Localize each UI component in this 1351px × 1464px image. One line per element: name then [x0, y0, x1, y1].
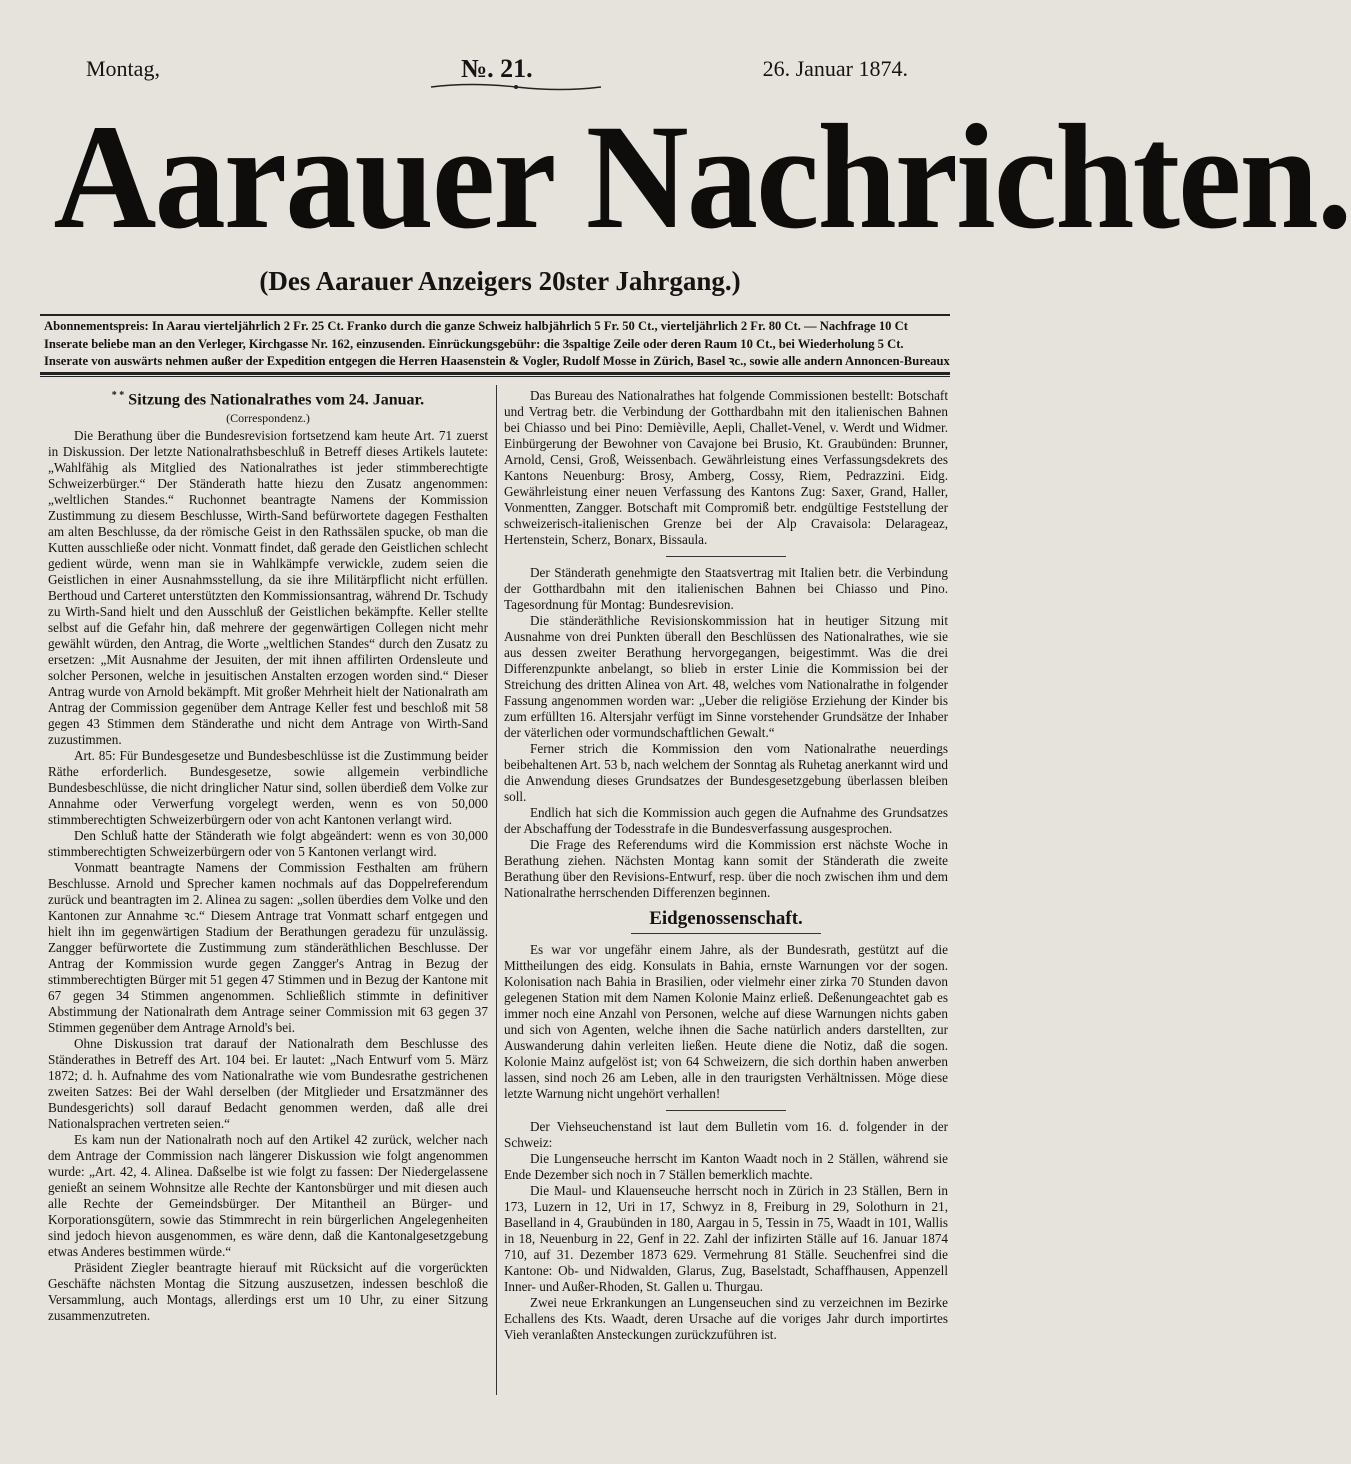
article-heading-text: Sitzung des Nationalrathes vom 24. Januar. — [128, 391, 425, 409]
paragraph: Den Schluß hatte der Ständerath wie folgt abgeändert: wenn es von 30,000 stimmberechtigten Schweizerbürgern oder von 5 Kantonen verlangt wird. — [48, 828, 488, 860]
right-column — [504, 388, 948, 1343]
article-subheading: (Correspondenz.) — [226, 411, 310, 426]
column-divider — [496, 385, 497, 1395]
paragraph: Vonmatt beantragte Namens der Commission Festhalten am frühern Beschlusse. Arnold und Sprecher kamen nochmals auf das Doppelreferendum zurück und beantragten im 2. Alinea zu sagen: „sollen überdies dem Volke und den Kantonen zur Annahme ꝛc.“ Diesem Antrage trat Vonmatt scharf entgegen und hielt ihn im gegenwärtigen Stadium der Berathungen geradezu für unzulässig. Zangger befürwortete die Zustimmung zum ständeräthlichen Beschlusse. Der Antrag der Kommission wurde gegen Zangger's Antrag in Bezug der stimmberechtigten Bürger mit 51 gegen 47 Stimmen und in Bezug der Kantone mit 67 gegen 34 Stimmen angenommen. Schließlich stimmte in definitiver Abstimmung der Nationalrath dem Antrage seiner Commission mit 63 gegen 37 Stimmen gegenüber dem Antrage Arnold's bei. — [48, 860, 488, 1036]
masthead-subtitle: (Des Aarauer Anzeigers 20ster Jahrgang.) — [259, 266, 741, 296]
paragraph: Die Frage des Referendums wird die Kommission erst nächste Woche in Berathung ziehen. Nächsten Montag kann somit der Ständerath die zweite Berathung über den Revisions-Entwurf, resp. über die noch zwischen ihm und dem Nationalrathe herrschenden Differenzen beginnen. — [504, 837, 948, 900]
top-rule — [40, 314, 950, 316]
paragraph: Die Berathung über die Bundesrevision fortsetzend kam heute Art. 71 zuerst in Diskussion. Der letzte Nationalrathsbeschluß in Betreff dieses Artikels lautete: „Wahlfähig als Mitglied des Nationalrathes ist jeder stimmberechtigte Schweizerbürger.“ Der Ständerath hatte hiezu den Zusatz angenommen: „weltlichen Standes.“ Ruchonnet beantragte Namens der Kommission Zustimmung zu diesem Beschlusse, Wirth-Sand befürwortete dagegen Festhalten am alten Beschlusse, da der römische Geist in den Rathssälen spucke, ob man die Kutten ausschließe oder nicht. Vonmatt findet, daß gerade den Geistlichen schlecht gedient würde, wenn man sie in Wahlkämpfe verwickle, zudem seien die Geistlichen in einer Ausnahmsstellung, da sie ihre Militärpflicht nicht erfüllen. Berthoud und Carteret unterstützten den Kommissionsantrag, während Dr. Tschudy zu Wirth-Sand hielt und den Ausschluß der Geistlichen bekämpfte. Keller stellte selbst auf die Gefahr hin, daß mehrere der gegenwärtigen Collegen nicht mehr gewählt würden, den Antrag, die Worte „weltlichen Standes“ durch den Zusatz zu ersetzen: „Mit Ausnahme der Jesuiten, der mit ihnen affilirten Ordensleute und solcher Personen, welche in jesuitischen Anstalten erzogen worden sind.“ Dieser Antrag wurde von Arnold bekämpft. Mit großer Mehrheit hielt der Nationalrath am Antrag der Commission gegenüber dem Antrage Keller fest und beschloß mit 58 gegen 43 Stimmen dem Ständerathe und nicht dem Antrage von Wirth-Sand zuzustimmen. — [48, 428, 488, 748]
paragraph: Es war vor ungefähr einem Jahre, als der Bundesrath, gestützt auf die Mittheilungen des eidg. Konsulats in Bahia, ernste Warnungen vor der sogen. Kolonisation nach Bahia in Brasilien, oder vielmehr einer zirka 70 Stunden davon gelegenen Station mit dem Namen Kolonie Mainz erließ. Deßenungeachtet gab es immer noch eine Anzahl von Personen, welche auf diese Warnungen nichts gaben und sich von Agenten, welche ihnen die Sache natürlich anders darstellten, zur Auswanderung dahin verleiten ließen. Heute diene die Notiz, daß die sogen. Kolonie Mainz aufgelöst ist; von 64 Schweizern, die sich dorthin haben anwerben lassen, sind noch 26 am Leben, alle in den traurigsten Verhältnissen. Möge diese letzte Warnung nicht ungehört verhallen! — [504, 942, 948, 1101]
paragraph: Endlich hat sich die Kommission auch gegen die Aufnahme des Grundsatzes der Abschaffung der Todesstrafe in die Bundesverfassung ausgesprochen. — [504, 805, 948, 836]
paragraph: Präsident Ziegler beantragte hierauf mit Rücksicht auf die vorgerückten Geschäfte nächsten Montag die Sitzung auszusetzen, indessen beschloß die Versammlung, auch Montags, allerdings erst um 10 Uhr, zu einer Sitzung zusammenzutreten. — [48, 1260, 488, 1324]
ornament-flourish-icon — [426, 82, 606, 92]
issue-number: №. 21. — [461, 54, 533, 83]
issue-date: 26. Januar 1874. — [762, 56, 908, 81]
notice-bottom-rule — [40, 372, 950, 375]
paragraph: Ohne Diskussion trat darauf der Nationalrath dem Beschlusse des Ständerathes in Betreff des Art. 104 bei. Er lautet: „Nach Entwurf vom 5. März 1872; d. h. Aufnahme des vom Nationalrathe wie vom Bundesrathe gestrichenen zweiten Satzes: Bei der Wahl derselben (der Mitglieder und Ersatzmänner des Bundesgerichts) soll darauf Bedacht genommen werden, daß alle drei Nationalsprachen vertreten seien.“ — [48, 1036, 488, 1132]
issue-day: Montag, — [86, 56, 160, 81]
notice-agencies: Inserate von auswärts nehmen außer der Expedition entgegen die Herren Haasenstein & Vogler, Rudolf Mosse in Zürich, Basel ꝛc., sowie alle andern Annoncen-Bureaux — [44, 354, 950, 368]
paragraph: Die ständeräthliche Revisionskommission hat in heutiger Sitzung mit Ausnahme von drei Punkten überall den Beschlüssen des Nationalrathes, wie sie aus dessen zweiter Berathung hervorgegangen, beigestimmt. Was die drei Differenzpunkte anbelangt, so blieb in erster Linie die Kommission bei der Streichung des dritten Alinea von Art. 48, welches vom Nationalrathe in folgender Fassung angenommen worden war: „Ueber die religiöse Erziehung der Kinder bis zum erfüllten 16. Altersjahr verfügt im Sinne vorstehender Grundsätze der Inhaber der väterlichen oder vormundschaftlichen Gewalt.“ — [504, 613, 948, 740]
masthead-title: Aarauer Nachrichten. — [53, 94, 1351, 260]
paragraph: Die Maul- und Klauenseuche herrscht noch in Zürich in 23 Ställen, Bern in 173, Luzern in 12, Uri in 17, Schwyz in 8, Freiburg in 29, Solothurn in 21, Baselland in 4, Graubünden in 180, Aargau in 5, Tessin in 75, Waadt in 101, Wallis in 18, Neuenburg in 22, Genf in 22. Zahl der infizirten Ställe auf 16. Januar 1874 710, auf 31. Dezember 1873 629. Vermehrung 81 Ställe. Seuchenfrei sind die Kantone: Ob- und Nidwalden, Glarus, Zug, Baselstadt, Schaffhausen, Appenzell Inner- und Außer-Rhoden, St. Gallen u. Thurgau. — [504, 1183, 948, 1294]
section-heading: Eidgenossenschaft. — [649, 908, 803, 929]
section-underline — [631, 933, 821, 934]
header-line — [86, 56, 908, 86]
paragraph: Zwei neue Erkrankungen an Lungenseuchen sind zu verzeichnen im Bezirke Echallens des Kts. Waadt, deren Ursache auf die voriges Jahr durch importirtes Vieh veranlaßten Ansteckungen zurückzuführen ist. — [504, 1295, 948, 1342]
notice-subscription: Abonnementspreis: In Aarau vierteljährlich 2 Fr. 25 Ct. Franko durch die ganze Schweiz halbjährlich 5 Fr. 50 Ct., vierteljährlich 2 Fr. 80 Ct. — Nachfrage 10 Ct — [44, 319, 908, 333]
paragraph: Das Bureau des Nationalrathes hat folgende Commissionen bestellt: Botschaft und Vertrag betr. die Verbindung der Gotthardbahn mit den italienischen Bahnen bei Chiasso und bei Pino: Demièville, Aepli, Challet-Venel, v. Werdt und Widmer. Einbürgerung der Bewohner von Cavajone bei Brusio, Kt. Graubünden: Brunner, Arnold, Censi, Groß, Weissenbach. Gewährleistung eines Verfassungsdekrets des Kantons Neuenburg: Brosy, Amberg, Cossy, Riem, Pedrazzini. Eidg. Gewährleistung einer neuen Verfassung des Kantons Zug: Saxer, Grand, Haller, Vonmentten, Zangger. Botschaft mit Compromiß betr. endgültige Feststellung der schweizerisch-italienischen Grenze bei der Alp Cravaisola: Delarageaz, Hertenstein, Scherz, Bonarx, Bissaula. — [504, 388, 948, 547]
paragraph: Der Viehseuchenstand ist laut dem Bulletin vom 16. d. folgender in der Schweiz: — [504, 1119, 948, 1150]
separator-rule — [666, 556, 786, 557]
paragraph: Der Ständerath genehmigte den Staatsvertrag mit Italien betr. die Verbindung der Gotthardbahn mit den italienischen Bahnen bei Chiasso und Pino. Tagesordnung für Montag: Bundesrevision. — [504, 565, 948, 612]
notice-inserts: Inserate beliebe man an den Verleger, Kirchgasse Nr. 162, einzusenden. Einrückungsgebühr: die 3spaltige Zeile oder deren Raum 10 Ct., bei Wiederholung 5 Ct. — [44, 337, 904, 351]
article-heading — [48, 388, 488, 408]
paragraph: Es kam nun der Nationalrath noch auf den Artikel 42 zurück, welcher nach dem Antrage der Commission nach längerer Diskussion wie folgt angenommen wurde: „Art. 42, 4. Alinea. Daßselbe ist wie folgt zu fassen: Der Niedergelassene genießt an seinem Wohnsitze alle Rechte der Kantonsbürger und mit diesen auch alle Rechte der Gemeindsbürger. Der Mitantheil an Bürger- und Korporationsgütern, sowie das Stimmrecht in rein bürgerlichen Angelegenheiten sind jedoch hievon ausgenommen, es wäre denn, daß die Kantonalgesetzgebung etwas Anderes bestimmen würde.“ — [48, 1132, 488, 1260]
paragraph: Art. 85: Für Bundesgesetze und Bundesbeschlüsse ist die Zustimmung beider Räthe erforderlich. Bundesgesetze, sowie allgemein verbindliche Bundesbeschlüsse, die nicht dringlicher Natur sind, sollen überdieß dem Volke zur Annahme oder Verwerfung vorgelegt werden, wenn es von 50,000 stimmberechtigten Schweizerbürgern oder von acht Kantonen verlangt wird. — [48, 748, 488, 828]
paragraph: Die Lungenseuche herrscht im Kanton Waadt noch in 2 Ställen, während sie Ende Dezember sich noch in 7 Ställen bemerklich machte. — [504, 1151, 948, 1182]
separator-rule — [666, 1110, 786, 1111]
left-column — [48, 388, 488, 1324]
asterism: * * — [111, 390, 125, 401]
notice-bottom-rule-thin — [40, 376, 950, 377]
paragraph: Ferner strich die Kommission den vom Nationalrathe neuerdings beibehaltenen Art. 53 b, nach welchem der Sonntag als Ruhetag anerkannt wird und die Anwendung dieses Grundsatzes der Bundesgesetzgebung überlassen bleiben soll. — [504, 741, 948, 804]
